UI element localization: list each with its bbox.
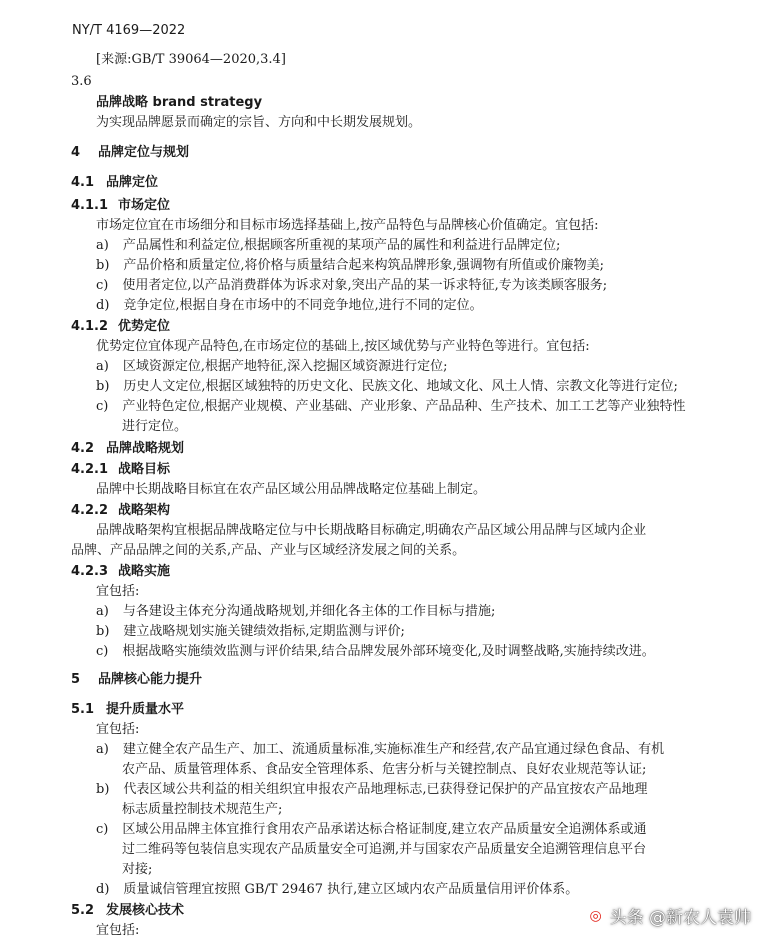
doc-line-number: c) <box>96 644 109 659</box>
doc-line-l411d <box>96 297 483 315</box>
doc-line-number: d) <box>96 882 110 897</box>
doc-line-number: 4.1.2 <box>71 319 109 334</box>
doc-line-number: a) <box>96 359 109 374</box>
doc-line-text: 宜包括: <box>96 923 140 938</box>
doc-line-l51c <box>96 821 647 839</box>
doc-line-text: 产业特色定位,根据产业规模、产业基础、产业形象、产品品种、生产技术、加工工艺等产业独特性 <box>122 399 686 414</box>
doc-line-p51 <box>96 721 139 739</box>
doc-line-text: 过二维码等包装信息实现农产品质量安全可追溯,并与国家农产品质量安全追溯管理信息平台 <box>122 842 647 857</box>
doc-line-number: a) <box>96 742 109 757</box>
watermark-text: 头条 @新农人袁帅 <box>609 908 751 928</box>
doc-line-text: 战略架构 <box>118 503 171 518</box>
doc-line-text: 代表区域公共利益的相关组织宜申报农产品地理标志,已获得登记保护的产品宜按农产品地理 <box>123 782 648 797</box>
doc-line-text: 区域资源定位,根据产地特征,深入挖掘区域资源进行定位; <box>122 359 448 374</box>
doc-line-text: 提升质量水平 <box>106 702 185 717</box>
doc-line-number: 5 <box>71 672 81 687</box>
doc-line-p422a <box>96 522 646 540</box>
doc-line-text: 根据战略实施绩效监测与评价结果,结合品牌发展外部环境变化,及时调整战略,实施持续改进。 <box>122 644 655 659</box>
doc-line-s42 <box>71 440 184 458</box>
doc-line-l423c <box>96 643 655 661</box>
doc-line-l412a <box>96 358 447 376</box>
doc-line-number: 4.1 <box>71 175 95 190</box>
doc-line-n36 <box>71 73 92 91</box>
doc-line-number: 5.1 <box>71 702 95 717</box>
doc-line-l51b2 <box>122 801 282 819</box>
doc-line-text: 品牌战略规划 <box>106 441 185 456</box>
doc-line-text: 优势定位 <box>118 319 171 334</box>
doc-line-l423b <box>96 623 405 641</box>
doc-line-text: 品牌战略 brand strategy <box>96 95 263 110</box>
doc-line-text: 使用者定位,以产品消费群体为诉求对象,突出产品的某一诉求特征,专为该类顾客服务; <box>122 278 608 293</box>
doc-line-text: 市场定位宜在市场细分和目标市场选择基础上,按产品特色与品牌核心价值确定。宜包括: <box>96 218 599 233</box>
doc-line-text: 宜包括: <box>96 584 140 599</box>
doc-line-text: 对接; <box>122 862 153 877</box>
doc-line-text: 农产品、质量管理体系、食品安全管理体系、危害分析与关键控制点、良好农业规范等认证; <box>122 762 647 777</box>
doc-line-text: 产品属性和利益定位,根据顾客所重视的某项产品的属性和利益进行品牌定位; <box>122 238 561 253</box>
doc-line-text: 区域公用品牌主体宜推行食用农产品承诺达标合格证制度,建立农产品质量安全追溯体系或通 <box>122 822 647 837</box>
doc-line-l411a <box>96 237 560 255</box>
doc-line-text: 品牌定位 <box>106 175 159 190</box>
doc-line-number: b) <box>96 379 110 394</box>
doc-line-l412c <box>96 398 686 416</box>
doc-line-text: 品牌中长期战略目标宜在农产品区域公用品牌战略定位基础上制定。 <box>96 482 487 497</box>
doc-line-text: 与各建设主体充分沟通战略规划,并细化各主体的工作目标与措施; <box>122 604 496 619</box>
doc-line-s4 <box>71 144 189 162</box>
doc-line-number: c) <box>96 278 109 293</box>
doc-line-p52 <box>96 922 139 940</box>
doc-line-number: d) <box>96 298 110 313</box>
watermark <box>586 903 751 928</box>
doc-line-s411 <box>71 197 170 215</box>
toutiao-logo-icon: ◎ <box>586 906 606 926</box>
doc-line-text: 建立健全农产品生产、加工、流通质量标准,实施标准生产和经营,农产品宜通过绿色食品、有机 <box>122 742 665 757</box>
doc-line-l412b <box>96 378 678 396</box>
doc-line-text: 产品价格和质量定位,将价格与质量结合起来构筑品牌形象,强调物有所值或价廉物美; <box>123 258 605 273</box>
doc-line-l423a <box>96 603 495 621</box>
doc-line-s423 <box>71 563 170 581</box>
doc-line-text: 品牌核心能力提升 <box>98 672 203 687</box>
doc-line-text: 发展核心技术 <box>106 903 185 918</box>
doc-line-number: 5.2 <box>71 903 95 918</box>
doc-line-text: 品牌定位与规划 <box>98 145 190 160</box>
doc-line-text: 为实现品牌愿景而确定的宗旨、方向和中长期发展规划。 <box>96 115 422 130</box>
doc-line-text: 标志质量控制技术规范生产; <box>122 802 283 817</box>
doc-line-l51a2 <box>122 761 646 779</box>
doc-line-number: c) <box>96 399 109 414</box>
doc-line-text: 市场定位 <box>118 198 171 213</box>
doc-line-text: 宜包括: <box>96 722 140 737</box>
doc-line-number: 4.2.3 <box>71 564 109 579</box>
doc-line-l411b <box>96 257 604 275</box>
doc-line-p411 <box>96 217 599 235</box>
doc-line-text: 战略目标 <box>118 462 171 477</box>
doc-line-s41 <box>71 174 158 192</box>
doc-line-number: a) <box>96 238 109 253</box>
doc-line-p421 <box>96 481 486 499</box>
doc-line-number: 4.1.1 <box>71 198 109 213</box>
doc-line-p422b <box>71 542 465 560</box>
doc-line-text: 质量诚信管理宜按照 GB/T 29467 执行,建立区域内农产品质量信用评价体系。 <box>123 882 579 897</box>
doc-line-l412c2 <box>122 418 187 436</box>
doc-line-text: 优势定位宜体现产品特色,在市场定位的基础上,按区域优势与产业特色等进行。宜包括: <box>96 339 590 354</box>
doc-line-text: 竞争定位,根据自身在市场中的不同竞争地位,进行不同的定位。 <box>123 298 483 313</box>
doc-line-text: 建立战略规划实施关键绩效指标,定期监测与评价; <box>123 624 405 639</box>
standard-code-header: NY/T 4169—2022 <box>72 23 186 38</box>
doc-line-l51c2 <box>122 841 646 859</box>
doc-line-number: b) <box>96 624 110 639</box>
doc-line-p412 <box>96 338 590 356</box>
doc-line-number: b) <box>96 258 110 273</box>
doc-line-number: 4 <box>71 145 81 160</box>
doc-line-s421 <box>71 461 170 479</box>
doc-line-s52 <box>71 902 184 920</box>
doc-line-def <box>96 114 421 132</box>
doc-line-p423 <box>96 583 139 601</box>
doc-line-l51d <box>96 881 578 899</box>
doc-line-l51b <box>96 781 648 799</box>
doc-line-text: 进行定位。 <box>122 419 188 434</box>
doc-line-term <box>96 94 262 112</box>
doc-line-text: [来源:GB/T 39064—2020,3.4] <box>96 52 286 67</box>
doc-line-number: b) <box>96 782 110 797</box>
doc-line-text: 战略实施 <box>118 564 171 579</box>
doc-line-s51 <box>71 701 184 719</box>
doc-line-number: c) <box>96 822 109 837</box>
doc-line-number: 4.2 <box>71 441 95 456</box>
doc-line-s5 <box>71 671 202 689</box>
doc-line-l51c3 <box>122 861 152 879</box>
doc-line-text: 品牌、产品品牌之间的关系,产品、产业与区域经济发展之间的关系。 <box>71 543 466 558</box>
doc-line-l51a <box>96 741 664 759</box>
doc-line-number: a) <box>96 604 109 619</box>
doc-line-number: 4.2.1 <box>71 462 109 477</box>
doc-line-l411c <box>96 277 607 295</box>
doc-line-text: 品牌战略架构宜根据品牌战略定位与中长期战略目标确定,明确农产品区域公用品牌与区域内企业 <box>96 523 647 538</box>
doc-line-number: 4.2.2 <box>71 503 109 518</box>
doc-line-src <box>96 51 286 69</box>
doc-line-s412 <box>71 318 170 336</box>
doc-line-text: 3.6 <box>71 74 92 89</box>
doc-line-s422 <box>71 502 170 520</box>
doc-line-text: 历史人文定位,根据区域独特的历史文化、民族文化、地域文化、风土人情、宗教文化等进行定位; <box>123 379 678 394</box>
